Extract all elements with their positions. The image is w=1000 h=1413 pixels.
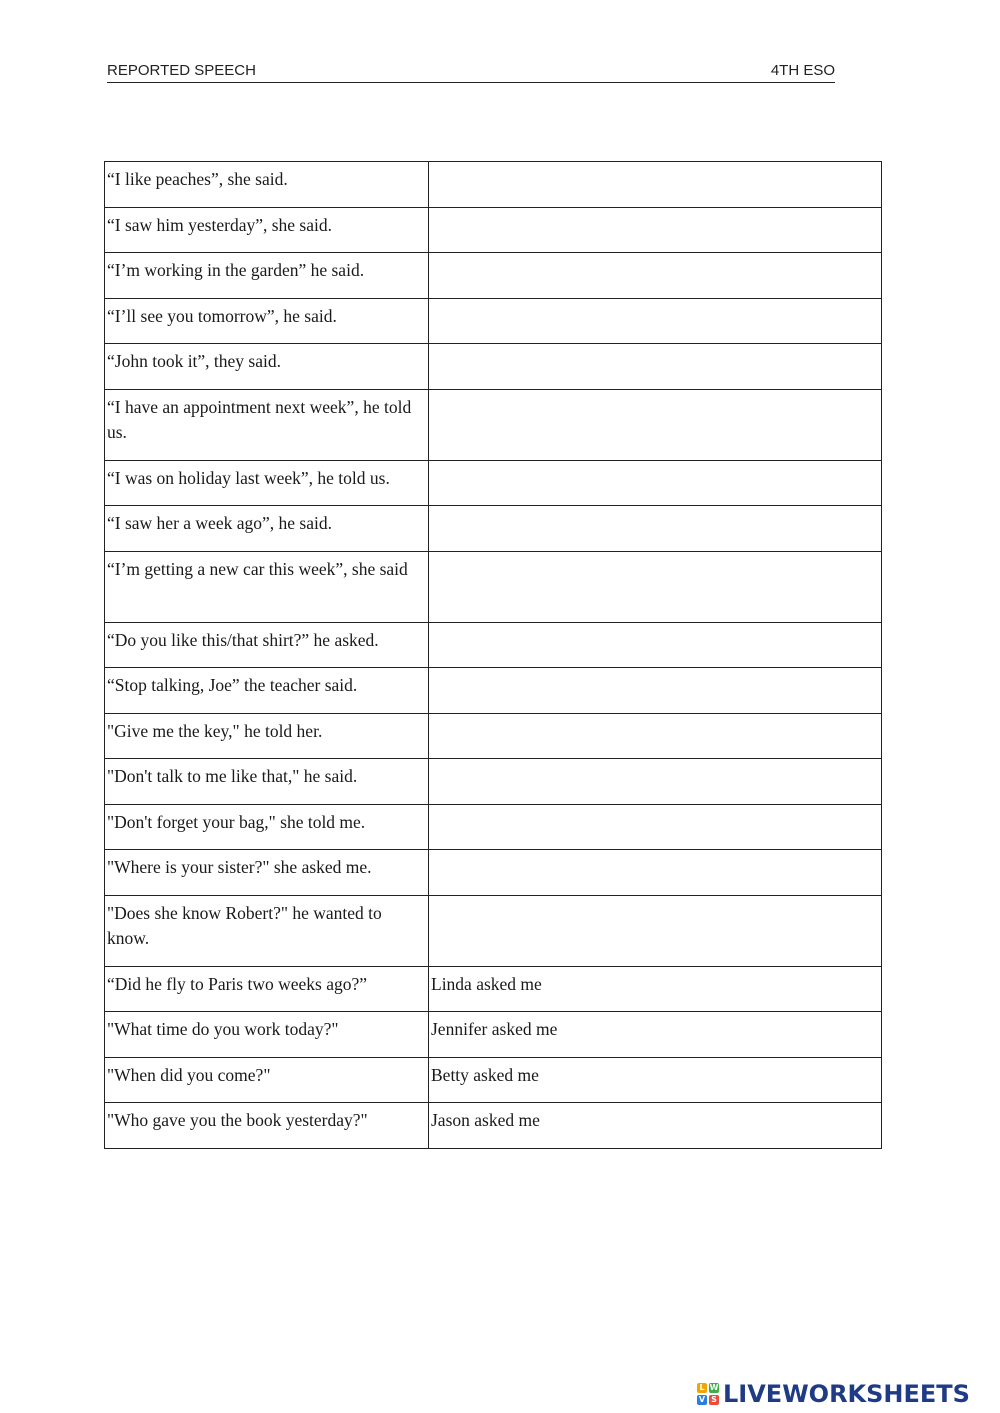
direct-speech-cell: "When did you come?" [105,1057,429,1103]
table-row [105,344,882,390]
logo-tile-3: V [698,1395,706,1404]
direct-speech-cell: “I saw her a week ago”, he said. [105,506,429,552]
table-row [105,551,882,622]
worksheet-header [107,60,835,83]
direct-speech-cell: "What time do you work today?" [105,1012,429,1058]
table-row [105,966,882,1012]
reported-speech-answer-field[interactable] [429,253,882,299]
table-row [105,1103,882,1149]
table-row [105,895,882,966]
reported-speech-answer-field[interactable] [429,668,882,714]
reported-speech-answer-field[interactable]: Jennifer asked me [429,1012,882,1058]
table-row [105,506,882,552]
reported-speech-answer-field[interactable] [429,506,882,552]
direct-speech-cell: “Did he fly to Paris two weeks ago?” [105,966,429,1012]
reported-speech-answer-field[interactable]: Linda asked me [429,966,882,1012]
reported-speech-answer-field[interactable]: Betty asked me [429,1057,882,1103]
worksheet-title: REPORTED SPEECH [107,62,256,79]
direct-speech-cell: “I’ll see you tomorrow”, he said. [105,298,429,344]
exercise-table [104,161,882,1149]
direct-speech-cell: “I’m working in the garden” he said. [105,253,429,299]
reported-speech-answer-field[interactable] [429,850,882,896]
worksheet-level: 4TH ESO [770,62,835,79]
logo-tile-4: S [709,1395,719,1405]
direct-speech-cell: “John took it”, they said. [105,344,429,390]
table-row [105,1057,882,1103]
table-row [105,298,882,344]
logo-tile-1: L [697,1383,707,1393]
direct-speech-cell: “I was on holiday last week”, he told us. [105,460,429,506]
reported-speech-answer-field[interactable] [429,162,882,208]
table-row [105,759,882,805]
table-row [105,804,882,850]
reported-speech-answer-field[interactable] [429,298,882,344]
direct-speech-cell: "Does she know Robert?" he wanted to know. [105,895,429,966]
reported-speech-answer-field[interactable] [429,460,882,506]
table-row [105,162,882,208]
table-row [105,850,882,896]
table-row [105,668,882,714]
reported-speech-answer-field[interactable] [429,895,882,966]
reported-speech-answer-field[interactable] [429,344,882,390]
reported-speech-answer-field[interactable] [429,759,882,805]
table-row [105,207,882,253]
table-row [105,253,882,299]
table-row [105,460,882,506]
direct-speech-cell: "Who gave you the book yesterday?" [105,1103,429,1149]
table-row [105,1012,882,1058]
table-row [105,713,882,759]
reported-speech-answer-field[interactable]: Jason asked me [429,1103,882,1149]
direct-speech-cell: “I’m getting a new car this week”, she said [105,551,429,622]
liveworksheets-logo [697,1379,970,1409]
table-row [105,622,882,668]
liveworksheets-logo-text: LIVEWORKSHEETS [723,1380,970,1408]
reported-speech-answer-field[interactable] [429,804,882,850]
table-row [105,389,882,460]
reported-speech-answer-field[interactable] [429,551,882,622]
reported-speech-answer-field[interactable] [429,207,882,253]
reported-speech-answer-field[interactable] [429,389,882,460]
direct-speech-cell: "Don't forget your bag," she told me. [105,804,429,850]
direct-speech-cell: “Do you like this/that shirt?” he asked. [105,622,429,668]
direct-speech-cell: “Stop talking, Joe” the teacher said. [105,668,429,714]
direct-speech-cell: “I like peaches”, she said. [105,162,429,208]
liveworksheets-logo-icon [697,1383,719,1405]
logo-tile-2: W [709,1383,719,1392]
direct-speech-cell: "Where is your sister?" she asked me. [105,850,429,896]
direct-speech-cell: “I have an appointment next week”, he told us. [105,389,429,460]
direct-speech-cell: “I saw him yesterday”, she said. [105,207,429,253]
direct-speech-cell: "Give me the key," he told her. [105,713,429,759]
direct-speech-cell: "Don't talk to me like that," he said. [105,759,429,805]
reported-speech-answer-field[interactable] [429,713,882,759]
reported-speech-answer-field[interactable] [429,622,882,668]
